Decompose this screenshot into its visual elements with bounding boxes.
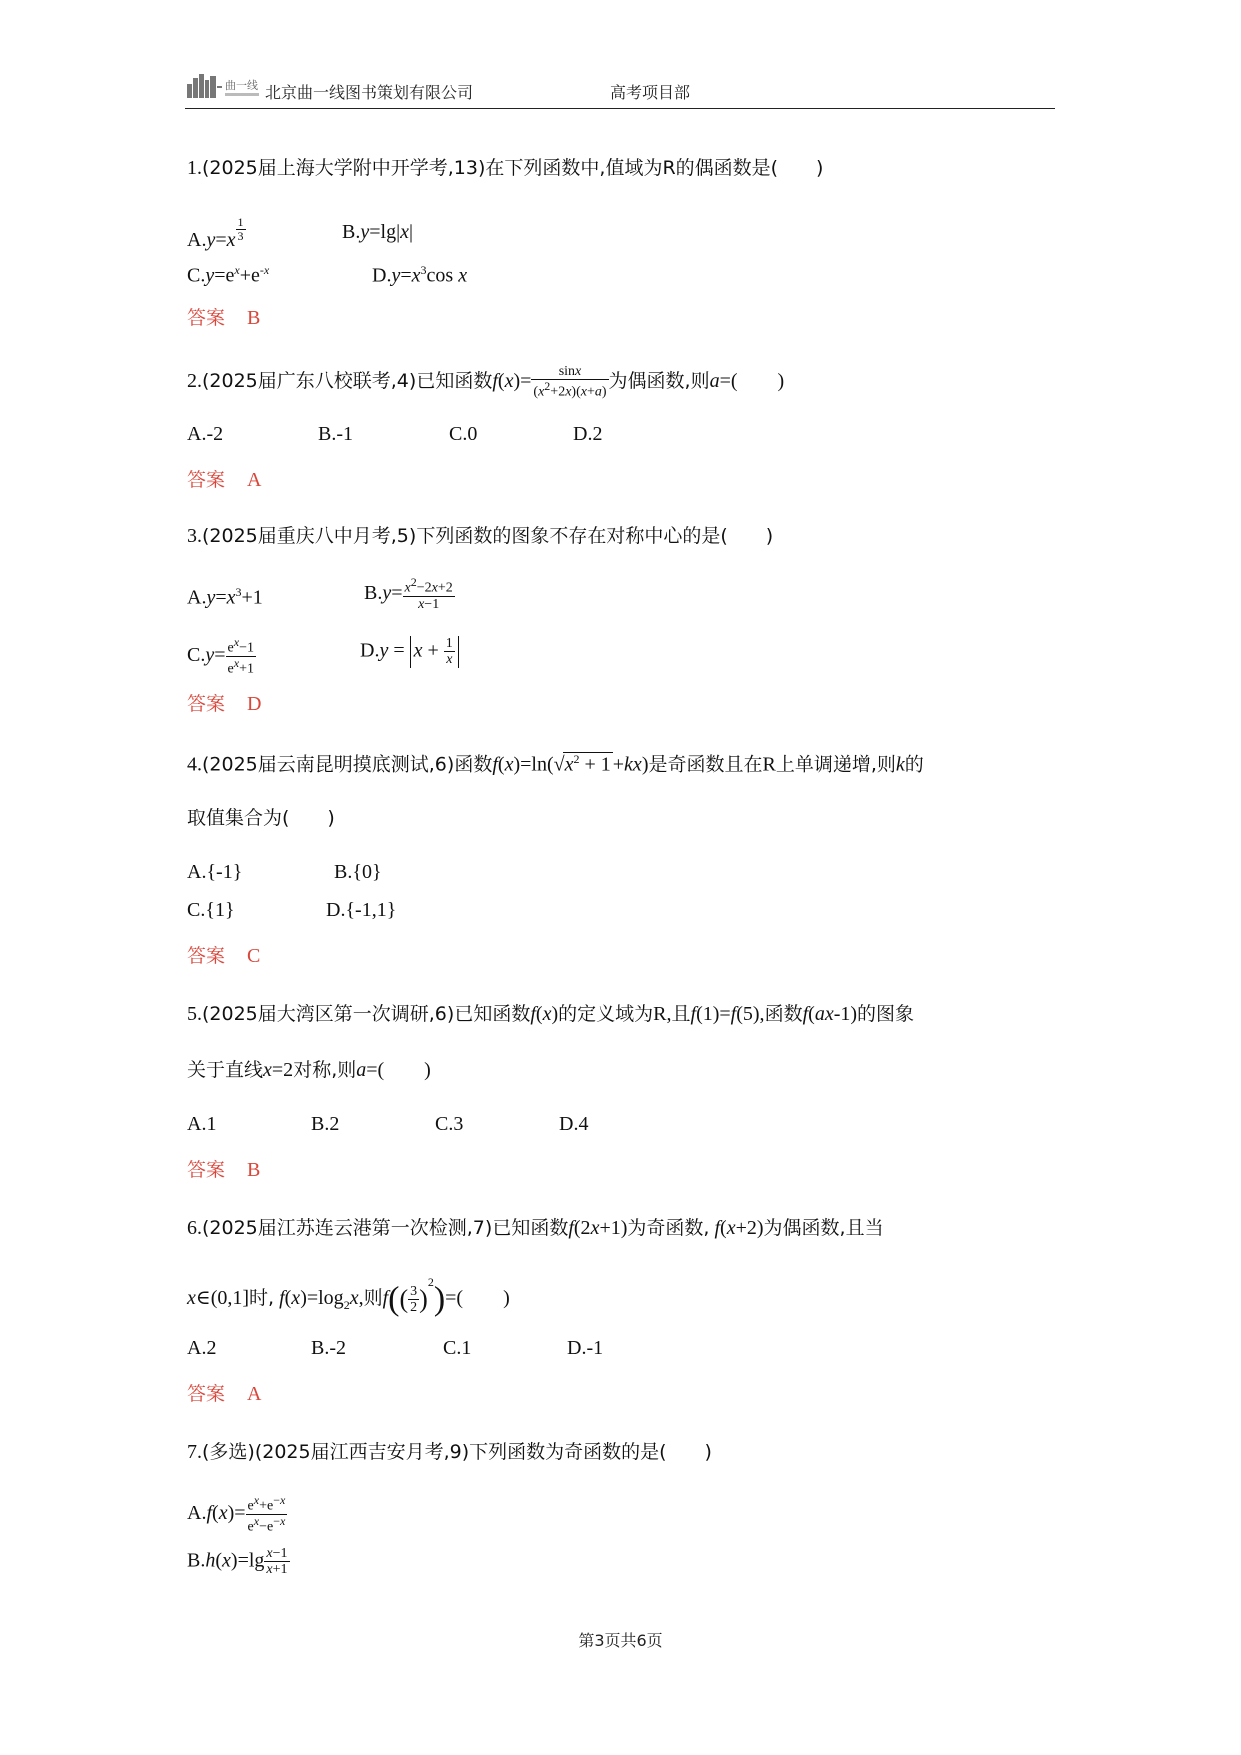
question-6-answer: 答案 A <box>187 1383 262 1405</box>
question-6-option-a: A.2 <box>187 1337 217 1359</box>
question-3-option-a: $A.y=x^3+1$ <box>187 585 263 609</box>
question-4-stem: 4.(2025届云南昆明摸底测试,6)函数$f(x)=\ln(√x^2 + 1 +kx)$是奇函数且在R上单调递增,则k的 <box>187 752 924 776</box>
page-header <box>185 72 1055 109</box>
question-7-option-a: A.f(x)= $\frac{e^x+e^{-x}}{e^x-e^{-x}}$ <box>187 1493 286 1535</box>
question-2-stem: 2.(2025届广东八校联考,4)已知函数f(x)= $\frac{\sin x}{(x^2+2x)(x+a)}$ 为偶函数,则a=( ) <box>187 364 785 401</box>
question-2-answer: 答案 A <box>187 469 262 491</box>
company-name: 北京曲一线图书策划有限公司 <box>265 83 474 102</box>
question-2-option-a: A.-2 <box>187 423 224 445</box>
question-1-stem: 1.(2025届上海大学附中开学考,13)在下列函数中,值域为R的偶函数是( ) <box>187 157 824 179</box>
question-1-answer: 答案 B <box>187 307 261 329</box>
department-name: 高考项目部 <box>610 83 691 102</box>
question-6-stem: 6.(2025届江苏连云港第一次检测,7)已知函数f(2x+1)为奇函数, f(x+2)为偶函数,且当 <box>187 1217 884 1239</box>
question-2-option-c: C.0 <box>449 423 478 445</box>
question-4-answer: 答案 C <box>187 945 261 967</box>
question-3-answer: 答案 D <box>187 693 262 715</box>
question-3-option-c: C.y= $\frac{e^x-1}{e^x+1}$ <box>187 635 254 677</box>
question-2-option-d: D.2 <box>573 423 603 445</box>
question-5-option-d: D.4 <box>559 1113 589 1135</box>
question-6-option-b: B.-2 <box>311 1337 346 1359</box>
logo-subtext <box>225 93 259 96</box>
logo-text: 曲一线 <box>225 79 258 92</box>
question-5-option-c: C.3 <box>435 1113 464 1135</box>
question-4-stem-line2: 取值集合为( ) <box>187 807 335 829</box>
question-1-option-a: A.y=x $^{\frac{1}{3}}$ <box>187 215 244 252</box>
question-1-option-c: $C.y=e^x+e^{-x}$ <box>187 263 270 287</box>
question-1-option-d: $D.y=x^3\cos$ x <box>372 263 468 287</box>
question-4-option-b: B.{0} <box>334 861 382 883</box>
question-2-option-b: B.-1 <box>318 423 353 445</box>
question-3-option-b: B.y= $\frac{x^2-2x+2}{x-1}$ <box>364 575 453 613</box>
question-5-answer: 答案 B <box>187 1159 261 1181</box>
question-4-option-d: D.{-1,1} <box>326 899 397 921</box>
question-5-stem-line2: 关于直线x=2对称,则a=( ) <box>187 1059 431 1081</box>
question-7-stem: 7.(多选)(2025届江西吉安月考,9)下列函数为奇函数的是( ) <box>187 1441 712 1463</box>
company-logo <box>187 74 259 102</box>
question-4-option-a: A.{-1} <box>187 861 243 883</box>
question-1-option-b: B.y=lg|x| <box>342 221 413 243</box>
question-7-option-b: B.h(x)=lg $\frac{x-1}{x+1}$ <box>187 1546 288 1578</box>
question-5-stem: 5.(2025届大湾区第一次调研,6)已知函数f(x)的定义域为R,且f(1)=f(5),函数f(ax-1)的图象 <box>187 1003 915 1025</box>
question-5-option-a: A.1 <box>187 1113 217 1135</box>
question-6-stem-line2: x∈(0,1]时, $f(x)=\log_2x$,则f(( $\frac{3}{2}$ )$^2$)=( ) <box>187 1275 510 1318</box>
question-4-option-c: C.{1} <box>187 899 235 921</box>
question-5-option-b: B.2 <box>311 1113 340 1135</box>
question-6-option-d: D.-1 <box>567 1337 604 1359</box>
page-indicator: 第3页共6页 <box>578 1631 663 1650</box>
question-3-stem: 3.(2025届重庆八中月考,5)下列函数的图象不存在对称中心的是( ) <box>187 525 774 547</box>
question-3-option-d: D.y = x + $\frac{1}{x}$ <box>360 636 459 668</box>
question-6-option-c: C.1 <box>443 1337 472 1359</box>
